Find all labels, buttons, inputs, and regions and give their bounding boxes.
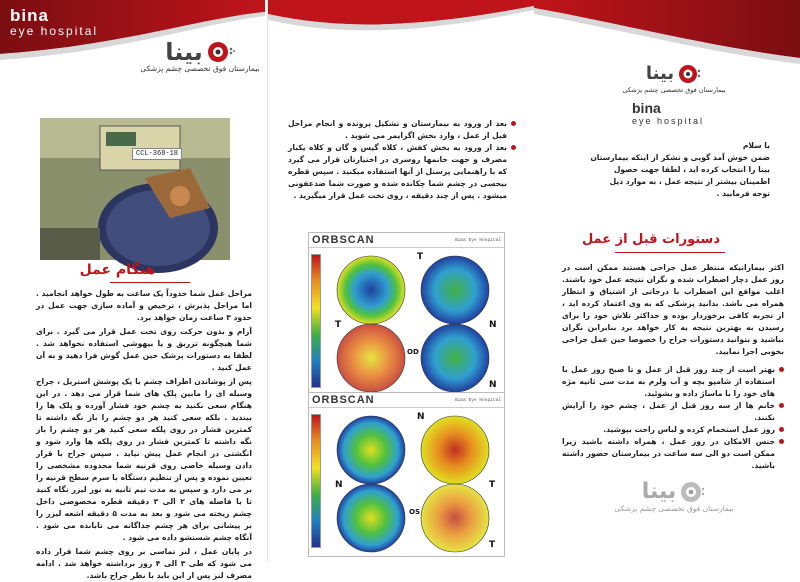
- mark-2b: T: [489, 480, 496, 490]
- left-panel-body: [36, 288, 252, 582]
- mark-1c: T: [417, 252, 424, 262]
- eye-label-2: OS: [409, 508, 420, 516]
- orbscan-maps-1: [309, 248, 504, 396]
- left-paragraph-1: مراحل عمل شما حدوداً یک ساعت به طول خواهد انجامید . اما مراحل پذیرش ، ترخیص و آماده سازی جهت عمل در حدود ۳ ساعت زمان خواهد برد.: [36, 289, 252, 322]
- brand-name-en: bina: [10, 6, 49, 25]
- mark-2c: N: [417, 412, 425, 422]
- orbscan-header-2: [309, 393, 504, 408]
- left-paragraph-4: در پایان عمل ، لنز تماسی بر روی چشم شما قرار داده می شود که طی ۳ الی ۴ روز برداشته خواهد شد . ادامه مصرف لنز پس از این باید با نظر جراح باشد.: [36, 547, 252, 580]
- right-bullet-1: بهتر است از چند روز قبل از عمل و تا صبح روز عمل با استفاده از شامپو بچه و آب ولرم به مدت سی ثانیه مژه های خود را با ماساژ داده و بشوئید.: [562, 364, 784, 400]
- brand-wordmark-right: [632, 100, 704, 126]
- middle-bullets: [288, 118, 516, 202]
- left-paragraph-3: پس از پوشاندن اطراف چشم با یک پوشش استریل ، جراح وسیله ای را مابین پلک های شما قرار می دهد . در این هنگام سعی نکنید به چشم خود فشار آورده و پلک ها را ببندید . بلکه سعی کنید هر دو چشم را باز نگه داشته تا کمترین فشار در روی پلکه سعی کنید هر دو چشم را باز نگه داشته تا کمترین فشار در روی پلکه ها وارد شود و انگشتی در انجام عمل پیش نیاید . سپس جراح با قرار دادن وسیله خاصی روی قرنیه شما محدوده مشخصی را تعیین نموده و پس از تنظیم دستگاه با سرم سطح قرنیه را بر می دارد و سپس به مدت تیم ثانیه به نور لیزر نگاه کنید تا با فاصله های ۲ الی ۳ دقیقه قطره مخصوصی داخل چشم ریخته می شود و بعد به مدت ۵ دقیقه اشعه لیزر را بر پیشانی برای هر چشم جداگانه می تابانده می شود . آنگاه چشم شستشو داده می شود .: [36, 377, 252, 542]
- mark-1b: N: [489, 320, 497, 330]
- header-swoosh-mid: [268, 0, 534, 40]
- brand-name-en-right: bina: [632, 100, 661, 116]
- brand-name-fa-right: بینا: [645, 63, 675, 84]
- brand-tag-en: eye hospital: [10, 24, 99, 38]
- right-bullets: [562, 364, 784, 472]
- right-panel-title: دستورات قبل از عمل: [581, 232, 720, 247]
- left-paragraph-2: آرام و بدون حرکت روی تخت عمل قرار می گیرد . برای شما هیچگونه تزریق و یا بیهوشی استفاده نخواهد شد . لطفا به دستورات پزشک حین عمل گوش فرا دهید و به آن عمل کنید .: [36, 327, 252, 372]
- brand-logo-right: [604, 62, 744, 94]
- orbscan-logo-2: ORBSCAN: [312, 394, 375, 406]
- intro-text: ضمن خوش آمد گویی و تشکر از اینکه بیمارستان بینا را انتخاب کرده اید ، لطفا جهت حصول اطمینان بیشتر از نتیجه عمل ، به موارد ذیل توجه فرمایید .: [590, 153, 770, 198]
- surgery-photo: [40, 118, 230, 260]
- orbscan-report-1: [308, 232, 505, 397]
- device-tag: CCL-368-18: [132, 148, 182, 160]
- right-bullet-3: روز عمل استحمام کرده و لباس راحت بپوشید.: [562, 424, 784, 436]
- greeting: با سلام: [742, 141, 770, 150]
- orbscan-header-1: [309, 233, 504, 248]
- brand-subtitle-fa-footer: بیمارستان فوق تخصصی چشم پزشکی: [614, 504, 734, 513]
- surgery-scene-image: [40, 118, 230, 260]
- middle-bullet-1: بعد از ورود به بیمارستان و تشکیل پرونده و انجام مراحل قبل از عمل ، وارد بخش اگزایمر می شوید .: [288, 118, 516, 142]
- title-underline: [110, 282, 190, 283]
- right-paragraph: اکثر بیمارانیکه منتظر عمل جراحی هستند ممکن است در روز عمل دچار اضطراب شده و نگران نتیجه عمل خود باشند. اغلب مواقع این اضطراب با درجاتی از اشتیاق و انتظار همراه می باشد. بدانید پزشکی که به وی اعتماد کرده اید ، از تجربه کافی برخوردار بوده و حداکثر تلاش خود را برای رسیدن به بهترین نتیجه به کار خواهد برد بنابراین نگران نباشید و بتوانید دستورات جراح را خصوصا حین عمل جراحی بخوبی اجرا نمایید.: [562, 263, 784, 356]
- mark-1a: T: [335, 320, 342, 330]
- mark-1d: N: [489, 380, 497, 390]
- orbscan-hospital-1: Bina Eye Hospital: [455, 237, 501, 243]
- brand-subtitle-fa: بیمارستان فوق تخصصی چشم پزشکی: [140, 64, 260, 73]
- right-bullet-4: جنس الامکان در روز عمل ، همراه داشته باشید زیرا ممکن است دو الی سه ساعت در بیمارستان حضور داشته باشید.: [562, 436, 784, 472]
- header-swoosh-right: [534, 0, 800, 70]
- left-panel-title: هنگام عمل: [79, 262, 155, 278]
- middle-bullet-2: بعد از ورود به بخش کفش ، کلاه گیس و گان و کلاه یکبار مصرف و جهت خانمها روسری در اختیارتان قرار می گیرد که با راهنمایی پرسنل از آنها استفاده میکنید . سپس قطره بیحسی در چشم شما چکانده شده و صورت شما ضدعفونی میشود . پس از چند دقیقه ، روی تخت عمل قرار میگیرید .: [288, 142, 516, 202]
- brand-name-fa-footer: بینا: [641, 479, 677, 504]
- greeting-block: [590, 140, 770, 200]
- middle-panel: [267, 0, 535, 562]
- title-underline-right: [615, 252, 725, 253]
- eye-logo-icon-footer: [680, 481, 706, 503]
- eye-logo-icon-right: [678, 64, 702, 84]
- right-panel: [534, 0, 800, 562]
- mark-2a: N: [335, 480, 343, 490]
- brand-wordmark: [10, 6, 98, 38]
- orbscan-hospital-2: Bina Eye Hospital: [455, 397, 501, 403]
- orbscan-maps-2: [309, 408, 504, 556]
- brand-name-fa: بینا: [165, 38, 203, 66]
- right-bullet-2: خانم ها از سه روز قبل از عمل ، چشم خود را آرایش نکنند.: [562, 400, 784, 424]
- mark-2d: T: [489, 540, 496, 550]
- orbscan-logo-1: ORBSCAN: [312, 234, 375, 246]
- brand-logo-footer: [604, 480, 744, 513]
- brand-tag-en-right: eye hospital: [632, 116, 705, 126]
- eye-label-1: OD: [407, 348, 419, 356]
- eye-logo-icon: [207, 41, 235, 63]
- orbscan-report-2: [308, 392, 505, 557]
- brand-logo: [140, 40, 260, 73]
- brand-subtitle-fa-right: بیمارستان فوق تخصصی چشم پزشکی: [622, 86, 726, 94]
- left-panel: [0, 0, 265, 580]
